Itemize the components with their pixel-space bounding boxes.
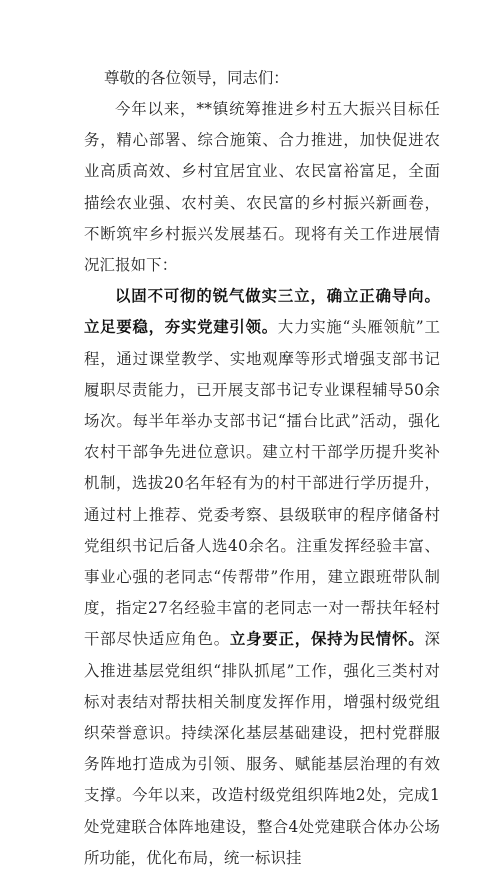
section-paragraph (84, 281, 440, 874)
subsection-body-2: 深入推进基层党组织“排队抓尾”工作，强化三类村对标对表结对帮扶相关制度发挥作用，增强村级党组织荣誉意识。持续深化基层基础建设，把村党群服务阵地打造成为引领、服务、赋能基层治理的有效支撑。今年以来，改造村级党组织阵地2处，完成1处党建联合体阵地建设，整合4处党建联合体办公场所功能，优化布局，统一标识挂 (84, 630, 440, 867)
section-heading: 以固不可彻的锐气做实三立，确立正确导向。 (115, 287, 440, 306)
greeting-line: 尊敬的各位领导，同志们： (104, 69, 289, 87)
subsection-body-1: 大力实施“头雁领航”工程，通过课堂教学、实地观摩等形式增强支部书记履职尽责能力，已开展支部书记专业课程辅导50余场次。每半年举办支部书记“擂台比武”活动，强化农村干部争先进位意识。建立村干部学历提升奖补机制，选拔20名年轻有为的村干部进行学历提升，通过村上推荐、党委考察、县级联审的程序储备村党组织书记后备人选40余名。注重发挥经验丰富、事业心强的老同志“传帮带”作用，建立跟班带队制度，指定27名经验丰富的老同志一对一帮扶年轻村干部尽快适应角色。 (84, 318, 440, 649)
subsection-heading-2: 立身要正，保持为民情怀。 (229, 630, 425, 649)
intro-paragraph: 今年以来，**镇统筹推进乡村五大振兴目标任务，精心部署、综合施策、合力推进，加快促进农业高质高效、乡村宜居宜业、农民富裕富足，全面描绘农业强、农村美、农民富的乡村振兴新画卷，不断筑牢乡村振兴发展基石。现将有关工作进展情况汇报如下： (84, 100, 440, 275)
subsection-heading-1: 立足要稳，夯实党建引领。 (84, 318, 278, 337)
